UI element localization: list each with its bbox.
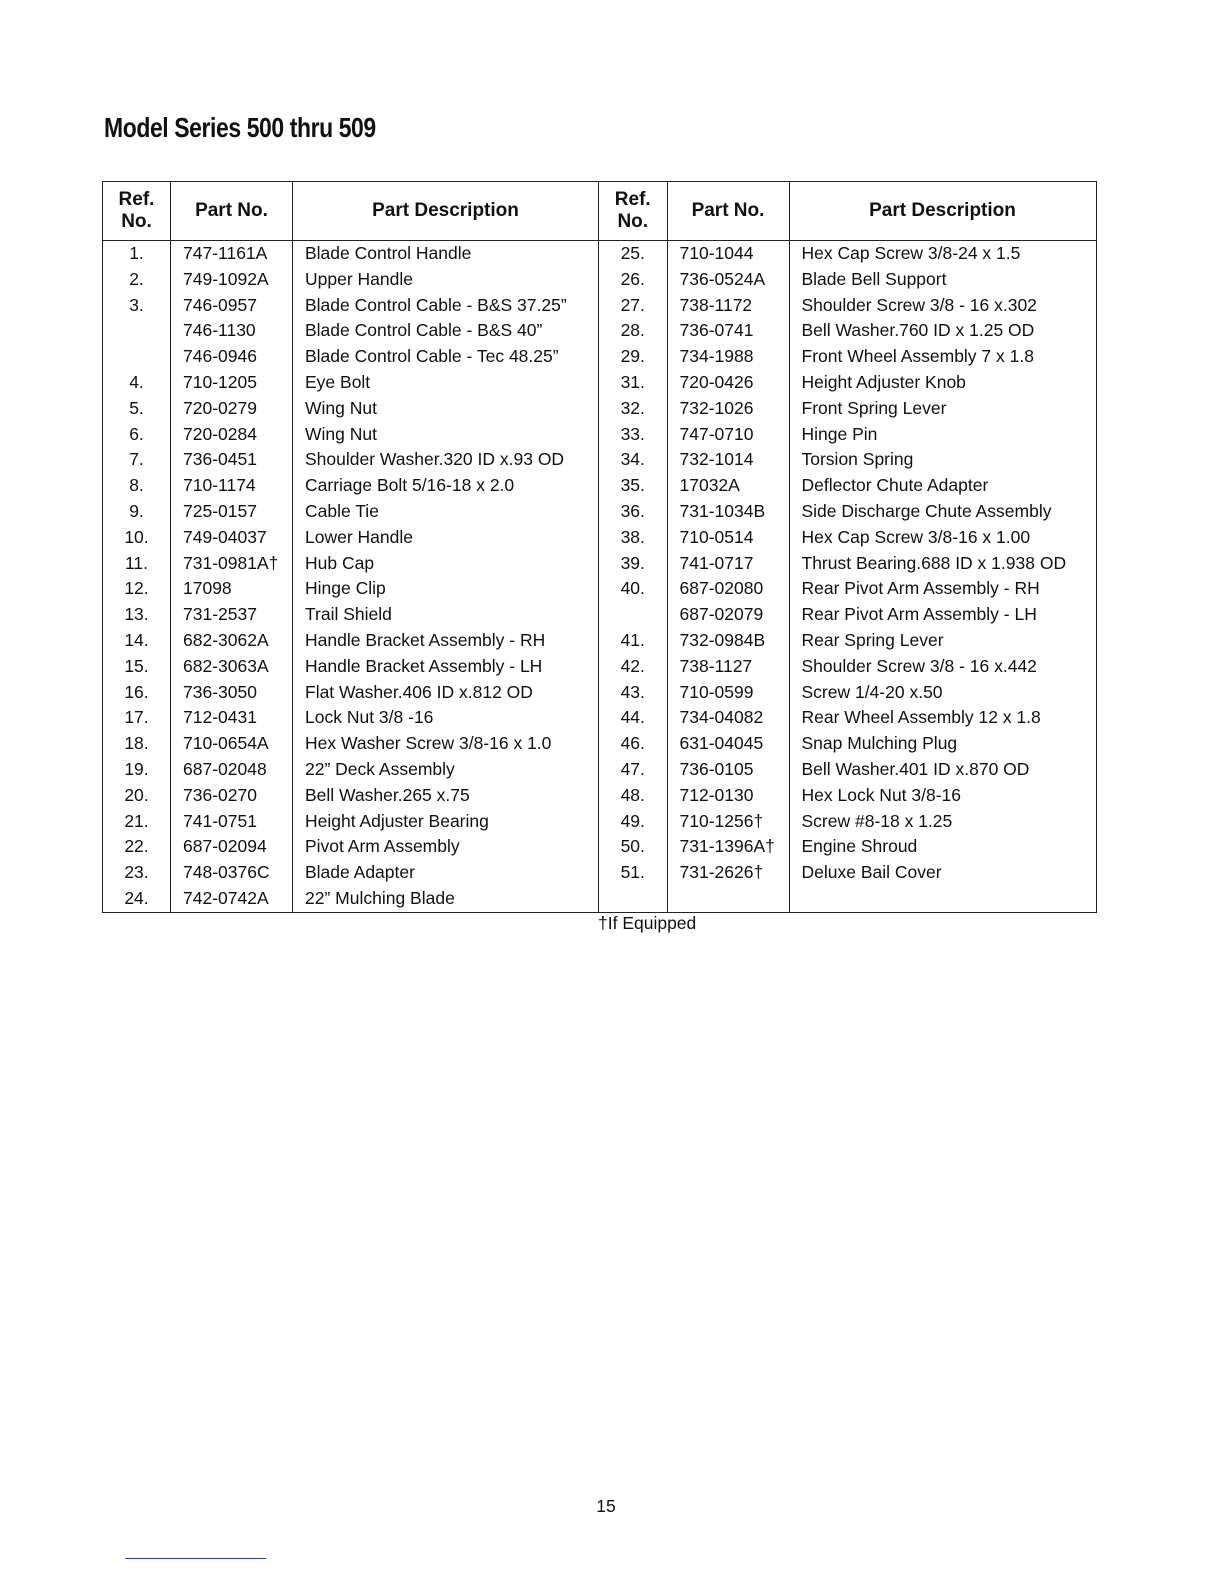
part-no-cell: 682-3062A [171, 628, 293, 654]
part-description-cell: Deluxe Bail Cover [789, 860, 1096, 886]
table-row [103, 447, 599, 473]
ref-no-cell: 35. [620, 475, 645, 496]
part-description-cell: Rear Wheel Assembly 12 x 1.8 [789, 705, 1096, 731]
table-row [599, 473, 1096, 499]
part-no-cell: 682-3063A [171, 654, 293, 680]
part-no-cell: 734-04082 [667, 705, 789, 731]
part-no-cell: 17098 [171, 576, 293, 602]
table-row [599, 602, 1096, 628]
part-no-cell: 749-1092A [171, 267, 293, 293]
part-description-cell: Screw #8-18 x 1.25 [789, 809, 1096, 835]
table-row [103, 576, 599, 602]
ref-no-cell: 11. [124, 552, 149, 573]
part-description-cell: Handle Bracket Assembly - RH [293, 628, 599, 654]
table-row [103, 267, 599, 293]
part-no-cell: 741-0751 [171, 809, 293, 835]
part-description-cell: 22” Mulching Blade [293, 886, 599, 912]
table-row [103, 680, 599, 706]
part-no-cell: 741-0717 [667, 551, 789, 577]
part-no-cell: 738-1127 [667, 654, 789, 680]
ref-no-cell: 44. [620, 707, 645, 728]
part-no-cell: 738-1172 [667, 293, 789, 319]
part-description-cell: Blade Bell Support [789, 267, 1096, 293]
table-row [599, 370, 1096, 396]
table-row [103, 551, 599, 577]
ref-no-cell: 36. [620, 500, 645, 521]
table-row [103, 525, 599, 551]
page-title: Model Series 500 thru 509 [104, 112, 376, 143]
table-row [599, 680, 1096, 706]
part-no-cell: 720-0284 [171, 422, 293, 448]
table-row [103, 705, 599, 731]
ref-no-cell: 22. [124, 836, 149, 857]
table-row [103, 654, 599, 680]
part-description-cell: Lock Nut 3/8 -16 [293, 705, 599, 731]
ref-no-cell: 9. [129, 500, 144, 521]
part-description-cell: Pivot Arm Assembly [293, 834, 599, 860]
header-part-description: Part Description [789, 182, 1096, 241]
part-description-cell: Shoulder Washer.320 ID x.93 OD [293, 447, 599, 473]
part-no-cell: 17032A [667, 473, 789, 499]
ref-no-cell: 48. [620, 784, 645, 805]
ref-no-cell: 31. [620, 371, 645, 392]
table-row [599, 422, 1096, 448]
ref-no-cell: 42. [620, 655, 645, 676]
ref-no-cell: 18. [124, 733, 149, 754]
bottom-rule [125, 1558, 266, 1559]
header-ref-no: Ref. No. [103, 182, 171, 241]
table-row [103, 241, 599, 267]
header-part-no: Part No. [171, 182, 293, 241]
part-description-cell: Lower Handle [293, 525, 599, 551]
parts-table-left-body [103, 241, 599, 913]
table-row [103, 783, 599, 809]
ref-no-cell: 10. [124, 526, 149, 547]
ref-no-cell: 8. [129, 475, 144, 496]
header-ref-no: Ref. No. [599, 182, 667, 241]
ref-no-cell: 26. [620, 268, 645, 289]
part-no-cell: 710-0514 [667, 525, 789, 551]
part-description-cell: Front Wheel Assembly 7 x 1.8 [789, 344, 1096, 370]
part-no-cell: 731-1396A† [667, 834, 789, 860]
ref-no-cell [103, 318, 171, 344]
ref-no-cell: 28. [620, 320, 645, 341]
page-number: 15 [596, 1496, 616, 1516]
part-description-cell: Hex Cap Screw 3/8-24 x 1.5 [789, 241, 1096, 267]
part-no-cell: 710-1174 [171, 473, 293, 499]
table-row [599, 576, 1096, 602]
ref-no-cell: 1. [129, 243, 144, 263]
table-row [599, 551, 1096, 577]
part-no-cell: 748-0376C [171, 860, 293, 886]
part-description-cell: Height Adjuster Knob [789, 370, 1096, 396]
part-description-cell: Shoulder Screw 3/8 - 16 x.442 [789, 654, 1096, 680]
part-description-cell: 22” Deck Assembly [293, 757, 599, 783]
part-no-cell: 747-0710 [667, 422, 789, 448]
table-row [103, 344, 599, 370]
part-description-cell: Carriage Bolt 5/16-18 x 2.0 [293, 473, 599, 499]
part-no-cell: 732-0984B [667, 628, 789, 654]
ref-no-cell: 46. [620, 733, 645, 754]
part-description-cell: Rear Spring Lever [789, 628, 1096, 654]
part-description-cell: Wing Nut [293, 422, 599, 448]
table-row [599, 241, 1096, 267]
ref-no-cell: 19. [124, 758, 149, 779]
part-description-cell: Handle Bracket Assembly - LH [293, 654, 599, 680]
table-row [599, 447, 1096, 473]
table-row [599, 783, 1096, 809]
part-description-cell: Snap Mulching Plug [789, 731, 1096, 757]
ref-no-cell: 16. [124, 681, 149, 702]
table-row [599, 267, 1096, 293]
part-no-cell: 712-0431 [171, 705, 293, 731]
empty-cell [667, 886, 789, 912]
part-no-cell: 734-1988 [667, 344, 789, 370]
table-row [599, 525, 1096, 551]
part-description-cell: Hex Washer Screw 3/8-16 x 1.0 [293, 731, 599, 757]
part-description-cell: Bell Washer.265 x.75 [293, 783, 599, 809]
table-row [599, 318, 1096, 344]
part-description-cell: Hinge Pin [789, 422, 1096, 448]
part-no-cell: 732-1014 [667, 447, 789, 473]
part-description-cell: Blade Control Cable - B&S 40” [293, 318, 599, 344]
part-no-cell: 746-0957 [171, 293, 293, 319]
table-row [599, 705, 1096, 731]
table-row [599, 731, 1096, 757]
part-no-cell: 747-1161A [171, 241, 293, 267]
footnote: †If Equipped [598, 913, 697, 933]
part-no-cell: 710-1256† [667, 809, 789, 835]
ref-no-cell: 14. [124, 629, 149, 650]
ref-no-cell: 2. [129, 268, 144, 289]
part-no-cell: 725-0157 [171, 499, 293, 525]
table-row [103, 628, 599, 654]
part-description-cell: Upper Handle [293, 267, 599, 293]
part-no-cell: 736-0741 [667, 318, 789, 344]
table-row [599, 293, 1096, 319]
ref-no-cell: 7. [129, 449, 144, 470]
part-no-cell: 720-0426 [667, 370, 789, 396]
table-row [103, 318, 599, 344]
part-no-cell: 746-0946 [171, 344, 293, 370]
part-description-cell: Hex Lock Nut 3/8-16 [789, 783, 1096, 809]
table-row [599, 654, 1096, 680]
part-description-cell: Shoulder Screw 3/8 - 16 x.302 [789, 293, 1096, 319]
part-description-cell: Torsion Spring [789, 447, 1096, 473]
part-description-cell: Eye Bolt [293, 370, 599, 396]
part-no-cell: 710-0599 [667, 680, 789, 706]
part-no-cell: 687-02080 [667, 576, 789, 602]
part-no-cell: 687-02079 [667, 602, 789, 628]
table-row [599, 344, 1096, 370]
part-description-cell: Rear Pivot Arm Assembly - RH [789, 576, 1096, 602]
ref-no-cell: 25. [620, 243, 645, 263]
table-row [103, 370, 599, 396]
part-description-cell: Blade Control Handle [293, 241, 599, 267]
ref-no-cell: 51. [620, 862, 645, 883]
empty-cell [789, 886, 1096, 912]
part-description-cell: Front Spring Lever [789, 396, 1096, 422]
table-row [103, 809, 599, 835]
ref-no-cell [103, 344, 171, 370]
ref-no-cell: 20. [124, 784, 149, 805]
part-no-cell: 736-0451 [171, 447, 293, 473]
part-no-cell: 736-0524A [667, 267, 789, 293]
part-no-cell: 731-2537 [171, 602, 293, 628]
ref-no-cell: 39. [620, 552, 645, 573]
part-no-cell: 746-1130 [171, 318, 293, 344]
part-description-cell: Hex Cap Screw 3/8-16 x 1.00 [789, 525, 1096, 551]
part-no-cell: 749-04037 [171, 525, 293, 551]
part-description-cell: Side Discharge Chute Assembly [789, 499, 1096, 525]
ref-no-cell: 34. [620, 449, 645, 470]
part-no-cell: 712-0130 [667, 783, 789, 809]
part-no-cell: 736-0105 [667, 757, 789, 783]
part-no-cell: 731-1034B [667, 499, 789, 525]
table-row [103, 731, 599, 757]
table-row [599, 396, 1096, 422]
empty-cell [599, 886, 667, 912]
table-row [103, 602, 599, 628]
part-description-cell: Thrust Bearing.688 ID x 1.938 OD [789, 551, 1096, 577]
ref-no-cell: 6. [129, 423, 144, 444]
part-description-cell: Bell Washer.760 ID x 1.25 OD [789, 318, 1096, 344]
ref-no-cell: 23. [124, 862, 149, 883]
table-row [103, 473, 599, 499]
parts-table-right-body [599, 241, 1096, 913]
table-row [103, 860, 599, 886]
part-no-cell: 720-0279 [171, 396, 293, 422]
part-description-cell: Hinge Clip [293, 576, 599, 602]
ref-no-cell: 40. [620, 578, 645, 599]
ref-no-cell: 4. [129, 371, 144, 392]
part-description-cell: Flat Washer.406 ID x.812 OD [293, 680, 599, 706]
table-filler-row [599, 886, 1096, 912]
table-row [103, 886, 599, 912]
part-no-cell: 710-1044 [667, 241, 789, 267]
part-description-cell: Blade Control Cable - B&S 37.25” [293, 293, 599, 319]
ref-no-cell: 15. [124, 655, 149, 676]
part-description-cell: Screw 1/4-20 x.50 [789, 680, 1096, 706]
table-row [103, 834, 599, 860]
part-description-cell: Blade Control Cable - Tec 48.25” [293, 344, 599, 370]
ref-no-cell: 33. [620, 423, 645, 444]
ref-no-cell: 49. [620, 810, 645, 831]
parts-table-right [599, 181, 1097, 913]
parts-list [102, 181, 1097, 913]
part-description-cell: Wing Nut [293, 396, 599, 422]
table-row [599, 834, 1096, 860]
ref-no-cell: 21. [124, 810, 149, 831]
table-row [599, 499, 1096, 525]
part-no-cell: 731-2626† [667, 860, 789, 886]
header-part-no: Part No. [667, 182, 789, 241]
table-row [599, 860, 1096, 886]
part-no-cell: 631-04045 [667, 731, 789, 757]
ref-no-cell: 38. [620, 526, 645, 547]
ref-no-cell: 32. [620, 397, 645, 418]
ref-no-cell: 12. [124, 578, 149, 599]
part-description-cell: Rear Pivot Arm Assembly - LH [789, 602, 1096, 628]
table-row [599, 809, 1096, 835]
ref-no-cell: 29. [620, 346, 645, 367]
table-row [103, 396, 599, 422]
ref-no-cell: 24. [124, 887, 149, 908]
part-no-cell: 736-0270 [171, 783, 293, 809]
part-no-cell: 736-3050 [171, 680, 293, 706]
ref-no-cell: 27. [620, 294, 645, 315]
ref-no-cell: 13. [124, 604, 149, 625]
part-description-cell: Trail Shield [293, 602, 599, 628]
ref-no-cell: 17. [124, 707, 149, 728]
part-no-cell: 687-02094 [171, 834, 293, 860]
part-description-cell: Cable Tie [293, 499, 599, 525]
table-row [103, 422, 599, 448]
part-description-cell: Bell Washer.401 ID x.870 OD [789, 757, 1096, 783]
part-no-cell: 732-1026 [667, 396, 789, 422]
ref-no-cell [599, 602, 667, 628]
part-description-cell: Blade Adapter [293, 860, 599, 886]
parts-table-left [102, 181, 599, 913]
part-no-cell: 731-0981A† [171, 551, 293, 577]
part-no-cell: 710-0654A [171, 731, 293, 757]
table-row [103, 293, 599, 319]
ref-no-cell: 3. [129, 294, 144, 315]
part-no-cell: 687-02048 [171, 757, 293, 783]
part-description-cell: Hub Cap [293, 551, 599, 577]
part-description-cell: Engine Shroud [789, 834, 1096, 860]
part-no-cell: 710-1205 [171, 370, 293, 396]
header-part-description: Part Description [293, 182, 599, 241]
table-row [103, 499, 599, 525]
ref-no-cell: 41. [620, 629, 645, 650]
table-row [599, 757, 1096, 783]
table-row [103, 757, 599, 783]
table-row [599, 628, 1096, 654]
ref-no-cell: 50. [620, 836, 645, 857]
part-description-cell: Height Adjuster Bearing [293, 809, 599, 835]
part-description-cell: Deflector Chute Adapter [789, 473, 1096, 499]
part-no-cell: 742-0742A [171, 886, 293, 912]
ref-no-cell: 43. [620, 681, 645, 702]
ref-no-cell: 47. [620, 758, 645, 779]
ref-no-cell: 5. [129, 397, 144, 418]
